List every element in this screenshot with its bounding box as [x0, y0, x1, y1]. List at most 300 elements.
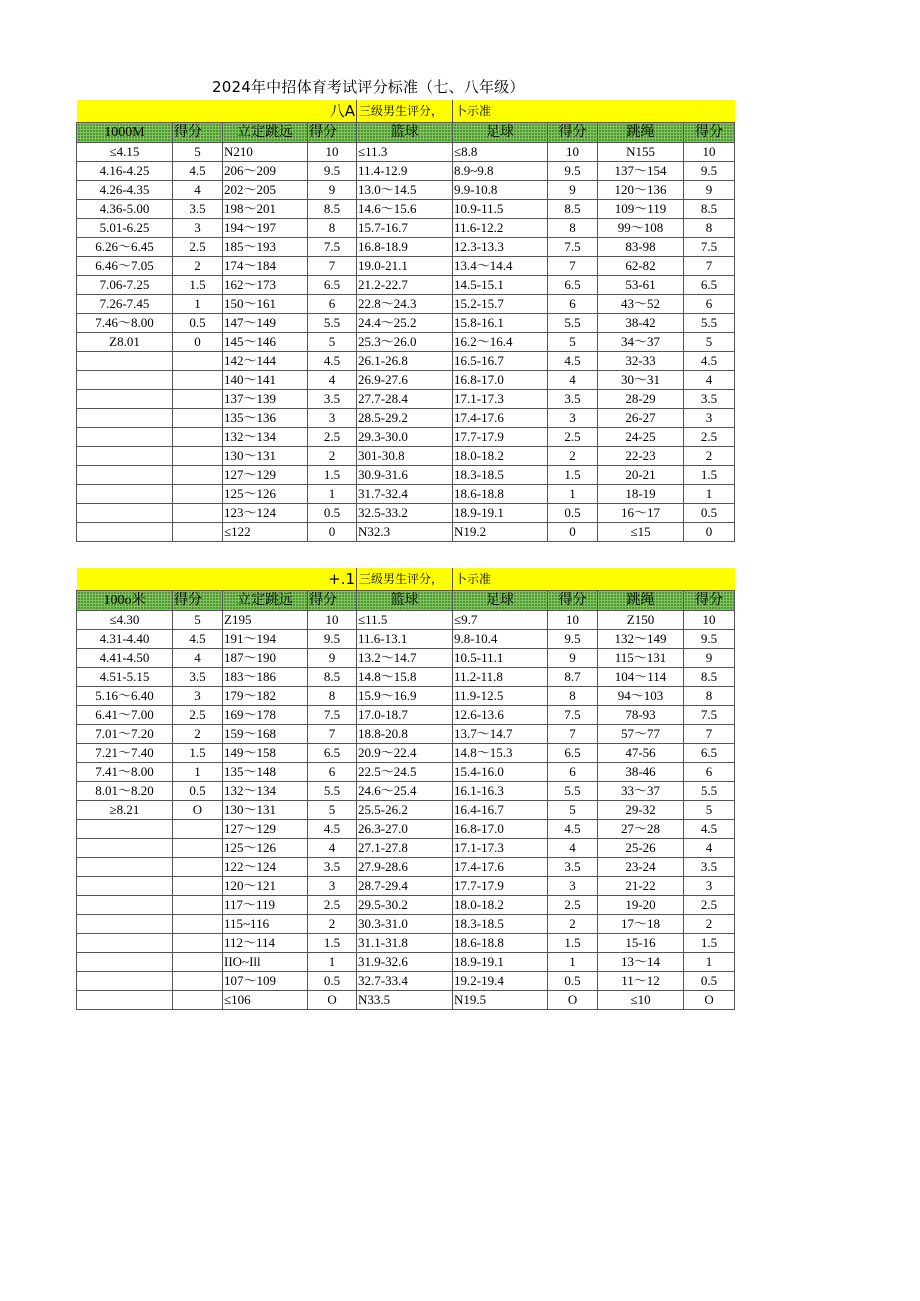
jump-distance-cell: 187～190: [223, 649, 308, 668]
rope-count-cell: 30～31: [598, 371, 684, 390]
rope-count-cell: 33～37: [598, 782, 684, 801]
basketball-time-cell: 27.9-28.6: [357, 858, 453, 877]
run-time-cell: [77, 953, 173, 972]
basketball-time-cell: 25.5-26.2: [357, 801, 453, 820]
ball-score-cell: 2: [548, 447, 598, 466]
table-row: [77, 668, 735, 687]
ball-score-cell: 9: [548, 181, 598, 200]
table-row: [77, 858, 735, 877]
rope-count-cell: 32-33: [598, 352, 684, 371]
ball-score-cell: 2.5: [548, 428, 598, 447]
jump-distance-cell: 117～119: [223, 896, 308, 915]
run-time-cell: [77, 504, 173, 523]
football-time-cell: 18.3-18.5: [453, 466, 548, 485]
jump-distance-cell: 142～144: [223, 352, 308, 371]
rope-count-cell: 120～136: [598, 181, 684, 200]
page-title: 2024年中招体育考试评分标准（七、八年级）: [212, 78, 525, 96]
rope-score-cell: 5: [684, 801, 735, 820]
run-score-cell: [173, 523, 223, 542]
rope-count-cell: 24-25: [598, 428, 684, 447]
basketball-time-cell: 15.9～16.9: [357, 687, 453, 706]
run-score-cell: [173, 428, 223, 447]
jump-distance-cell: 123～124: [223, 504, 308, 523]
jump-distance-cell: 120～121: [223, 877, 308, 896]
rope-count-cell: Z150: [598, 611, 684, 630]
rope-score-cell: 3: [684, 877, 735, 896]
ball-score-cell: 6.5: [548, 744, 598, 763]
table-row: [77, 447, 735, 466]
basketball-time-cell: 32.5-33.2: [357, 504, 453, 523]
jump-distance-cell: 174～184: [223, 257, 308, 276]
jump-score-cell: 2: [308, 447, 357, 466]
jump-distance-cell: 115~116: [223, 915, 308, 934]
rope-score-cell: 7.5: [684, 238, 735, 257]
basketball-time-cell: 30.3-31.0: [357, 915, 453, 934]
football-time-cell: 13.7～14.7: [453, 725, 548, 744]
run-time-cell: [77, 820, 173, 839]
ball-score-cell: 0: [548, 523, 598, 542]
jump-score-cell: 6: [308, 295, 357, 314]
jump-score-cell: 9.5: [308, 630, 357, 649]
rope-count-cell: 43～52: [598, 295, 684, 314]
header-row: [77, 123, 735, 143]
jump-distance-cell: 169～178: [223, 706, 308, 725]
jump-distance-cell: 132～134: [223, 782, 308, 801]
column-header: 得分: [548, 591, 598, 611]
rope-count-cell: 34～37: [598, 333, 684, 352]
jump-distance-cell: 135～148: [223, 763, 308, 782]
ball-score-cell: 6.5: [548, 276, 598, 295]
jump-distance-cell: 125～126: [223, 485, 308, 504]
jump-distance-cell: ≤122: [223, 523, 308, 542]
banner-middle: 三级男生评分，: [357, 100, 453, 123]
run-time-cell: [77, 352, 173, 371]
football-time-cell: 10.5-11.1: [453, 649, 548, 668]
basketball-time-cell: 26.1-26.8: [357, 352, 453, 371]
football-time-cell: 14.5-15.1: [453, 276, 548, 295]
ball-score-cell: 5: [548, 333, 598, 352]
column-header: 足球: [453, 591, 548, 611]
jump-distance-cell: 183～186: [223, 668, 308, 687]
jump-distance-cell: 198～201: [223, 200, 308, 219]
column-header: 1000M: [77, 123, 173, 143]
basketball-time-cell: 22.8～24.3: [357, 295, 453, 314]
run-score-cell: [173, 953, 223, 972]
jump-distance-cell: 150～161: [223, 295, 308, 314]
rope-score-cell: 10: [684, 611, 735, 630]
run-time-cell: [77, 428, 173, 447]
ball-score-cell: 3: [548, 877, 598, 896]
jump-score-cell: 8.5: [308, 200, 357, 219]
ball-score-cell: 1: [548, 953, 598, 972]
basketball-time-cell: 13.2～14.7: [357, 649, 453, 668]
table-row: [77, 972, 735, 991]
rope-count-cell: 29-32: [598, 801, 684, 820]
run-time-cell: [77, 409, 173, 428]
run-score-cell: 1: [173, 763, 223, 782]
jump-distance-cell: 140～141: [223, 371, 308, 390]
football-time-cell: 16.8-17.0: [453, 820, 548, 839]
basketball-time-cell: 14.8～15.8: [357, 668, 453, 687]
rope-score-cell: 9.5: [684, 162, 735, 181]
table-row: [77, 649, 735, 668]
table-row: [77, 504, 735, 523]
rope-score-cell: 6.5: [684, 276, 735, 295]
rope-count-cell: 28-29: [598, 390, 684, 409]
rope-score-cell: O: [684, 991, 735, 1010]
rope-count-cell: N155: [598, 143, 684, 162]
ball-score-cell: 0.5: [548, 504, 598, 523]
jump-score-cell: 9: [308, 649, 357, 668]
jump-distance-cell: 185～193: [223, 238, 308, 257]
run-time-cell: [77, 915, 173, 934]
ball-score-cell: O: [548, 991, 598, 1010]
football-time-cell: 17.4-17.6: [453, 409, 548, 428]
table-row: [77, 352, 735, 371]
rope-score-cell: 3.5: [684, 390, 735, 409]
ball-score-cell: 8: [548, 687, 598, 706]
jump-distance-cell: 135～136: [223, 409, 308, 428]
football-time-cell: 15.4-16.0: [453, 763, 548, 782]
football-time-cell: 17.1-17.3: [453, 839, 548, 858]
table-row: [77, 238, 735, 257]
table-row: [77, 485, 735, 504]
run-score-cell: 2.5: [173, 238, 223, 257]
run-time-cell: 7.26-7.45: [77, 295, 173, 314]
rope-score-cell: 6.5: [684, 744, 735, 763]
rope-score-cell: 1: [684, 485, 735, 504]
ball-score-cell: 1.5: [548, 934, 598, 953]
football-time-cell: 12.6-13.6: [453, 706, 548, 725]
jump-score-cell: 9: [308, 181, 357, 200]
football-time-cell: 18.9-19.1: [453, 953, 548, 972]
basketball-time-cell: 22.5～24.5: [357, 763, 453, 782]
rope-count-cell: ≤10: [598, 991, 684, 1010]
football-time-cell: 16.8-17.0: [453, 371, 548, 390]
run-score-cell: [173, 934, 223, 953]
jump-score-cell: 3: [308, 409, 357, 428]
football-time-cell: 16.4-16.7: [453, 801, 548, 820]
jump-distance-cell: 130～131: [223, 801, 308, 820]
run-time-cell: [77, 877, 173, 896]
jump-distance-cell: 162～173: [223, 276, 308, 295]
table-row: [77, 839, 735, 858]
table-row: [77, 877, 735, 896]
rope-score-cell: 2.5: [684, 428, 735, 447]
rope-count-cell: 21-22: [598, 877, 684, 896]
rope-score-cell: 7: [684, 725, 735, 744]
table-row: [77, 820, 735, 839]
jump-score-cell: 1.5: [308, 934, 357, 953]
rope-count-cell: 25-26: [598, 839, 684, 858]
jump-score-cell: 0.5: [308, 504, 357, 523]
basketball-time-cell: 21.2-22.7: [357, 276, 453, 295]
jump-score-cell: 6: [308, 763, 357, 782]
jump-score-cell: 3.5: [308, 390, 357, 409]
run-score-cell: [173, 991, 223, 1010]
run-time-cell: 4.51-5.15: [77, 668, 173, 687]
football-time-cell: 17.1-17.3: [453, 390, 548, 409]
run-time-cell: ≤4.15: [77, 143, 173, 162]
jump-score-cell: 0.5: [308, 972, 357, 991]
basketball-time-cell: 16.8-18.9: [357, 238, 453, 257]
ball-score-cell: 4: [548, 839, 598, 858]
jump-score-cell: 4: [308, 371, 357, 390]
jump-score-cell: 7.5: [308, 238, 357, 257]
run-time-cell: 7.21～7.40: [77, 744, 173, 763]
jump-distance-cell: 132～134: [223, 428, 308, 447]
score-table-2: [76, 568, 735, 1010]
column-header: 得分: [308, 123, 357, 143]
ball-score-cell: 8.7: [548, 668, 598, 687]
rope-count-cell: 53-61: [598, 276, 684, 295]
jump-score-cell: 6.5: [308, 276, 357, 295]
table-row: [77, 687, 735, 706]
football-time-cell: 17.4-17.6: [453, 858, 548, 877]
run-score-cell: 0: [173, 333, 223, 352]
jump-distance-cell: 137～139: [223, 390, 308, 409]
football-time-cell: 17.7-17.9: [453, 428, 548, 447]
run-time-cell: 7.46～8.00: [77, 314, 173, 333]
rope-count-cell: 38-46: [598, 763, 684, 782]
run-score-cell: [173, 858, 223, 877]
rope-count-cell: 115～131: [598, 649, 684, 668]
table-row: [77, 200, 735, 219]
jump-distance-cell: 122～124: [223, 858, 308, 877]
banner-right: 卜示准: [453, 100, 735, 123]
rope-score-cell: 1.5: [684, 466, 735, 485]
ball-score-cell: 3: [548, 409, 598, 428]
banner-left: +.1: [77, 568, 357, 591]
run-time-cell: [77, 447, 173, 466]
table-row: [77, 390, 735, 409]
ball-score-cell: 6: [548, 763, 598, 782]
rope-score-cell: 8.5: [684, 200, 735, 219]
ball-score-cell: 9.5: [548, 162, 598, 181]
run-score-cell: 3.5: [173, 668, 223, 687]
basketball-time-cell: 29.5-30.2: [357, 896, 453, 915]
football-time-cell: 9.9-10.8: [453, 181, 548, 200]
ball-score-cell: 6: [548, 295, 598, 314]
rope-score-cell: 6: [684, 763, 735, 782]
rope-count-cell: 62-82: [598, 257, 684, 276]
run-score-cell: [173, 371, 223, 390]
basketball-time-cell: 13.0～14.5: [357, 181, 453, 200]
football-time-cell: 11.6-12.2: [453, 219, 548, 238]
rope-score-cell: 9: [684, 649, 735, 668]
run-score-cell: 1.5: [173, 744, 223, 763]
jump-distance-cell: 127～129: [223, 466, 308, 485]
column-header: 得分: [308, 591, 357, 611]
run-score-cell: [173, 972, 223, 991]
run-time-cell: 7.01～7.20: [77, 725, 173, 744]
table-row: [77, 181, 735, 200]
table-row: [77, 409, 735, 428]
jump-score-cell: 5: [308, 801, 357, 820]
rope-score-cell: 8.5: [684, 668, 735, 687]
run-score-cell: [173, 839, 223, 858]
ball-score-cell: 7: [548, 725, 598, 744]
column-header: 立定跳远: [223, 123, 308, 143]
table-row: [77, 953, 735, 972]
jump-score-cell: O: [308, 991, 357, 1010]
basketball-time-cell: 11.4-12.9: [357, 162, 453, 181]
rope-score-cell: 4.5: [684, 352, 735, 371]
jump-distance-cell: 202～205: [223, 181, 308, 200]
jump-distance-cell: Z195: [223, 611, 308, 630]
run-score-cell: 0.5: [173, 314, 223, 333]
table-row: [77, 896, 735, 915]
jump-score-cell: 8.5: [308, 668, 357, 687]
jump-score-cell: 5.5: [308, 782, 357, 801]
jump-score-cell: 1: [308, 953, 357, 972]
table-row: [77, 371, 735, 390]
jump-score-cell: 4: [308, 839, 357, 858]
run-score-cell: [173, 915, 223, 934]
football-time-cell: 11.2-11.8: [453, 668, 548, 687]
run-time-cell: [77, 523, 173, 542]
jump-score-cell: 7: [308, 725, 357, 744]
run-score-cell: [173, 896, 223, 915]
jump-score-cell: 4.5: [308, 820, 357, 839]
run-time-cell: ≥8.21: [77, 801, 173, 820]
rope-count-cell: 137～154: [598, 162, 684, 181]
ball-score-cell: 3.5: [548, 390, 598, 409]
jump-score-cell: 8: [308, 687, 357, 706]
rope-score-cell: 5: [684, 333, 735, 352]
table-row: [77, 466, 735, 485]
column-header: 跳绳: [598, 123, 684, 143]
rope-count-cell: 11～12: [598, 972, 684, 991]
run-time-cell: 4.31-4.40: [77, 630, 173, 649]
rope-count-cell: 13～14: [598, 953, 684, 972]
rope-score-cell: 6: [684, 295, 735, 314]
rope-score-cell: 2: [684, 915, 735, 934]
ball-score-cell: 9.5: [548, 630, 598, 649]
rope-count-cell: 47-56: [598, 744, 684, 763]
jump-score-cell: 7: [308, 257, 357, 276]
football-time-cell: 16.5-16.7: [453, 352, 548, 371]
table-row: [77, 295, 735, 314]
run-score-cell: 4: [173, 181, 223, 200]
rope-score-cell: 4: [684, 371, 735, 390]
table-row: [77, 782, 735, 801]
run-score-cell: [173, 485, 223, 504]
ball-score-cell: 3.5: [548, 858, 598, 877]
run-score-cell: [173, 504, 223, 523]
ball-score-cell: 7.5: [548, 238, 598, 257]
run-score-cell: 3.5: [173, 200, 223, 219]
ball-score-cell: 2.5: [548, 896, 598, 915]
rope-score-cell: 8: [684, 219, 735, 238]
football-time-cell: 11.9-12.5: [453, 687, 548, 706]
column-header: 跳绳: [598, 591, 684, 611]
run-time-cell: [77, 858, 173, 877]
run-score-cell: [173, 390, 223, 409]
run-score-cell: [173, 466, 223, 485]
jump-score-cell: 4.5: [308, 352, 357, 371]
run-time-cell: [77, 972, 173, 991]
table-row: [77, 744, 735, 763]
jump-score-cell: 8: [308, 219, 357, 238]
ball-score-cell: 1.5: [548, 466, 598, 485]
rope-score-cell: 8: [684, 687, 735, 706]
run-score-cell: [173, 877, 223, 896]
run-time-cell: 5.16～6.40: [77, 687, 173, 706]
ball-score-cell: 8.5: [548, 200, 598, 219]
run-score-cell: [173, 409, 223, 428]
run-score-cell: 5: [173, 143, 223, 162]
jump-score-cell: 3.5: [308, 858, 357, 877]
rope-count-cell: 15-16: [598, 934, 684, 953]
rope-score-cell: 7: [684, 257, 735, 276]
ball-score-cell: 10: [548, 143, 598, 162]
ball-score-cell: 5.5: [548, 782, 598, 801]
banner-left: 八A: [77, 100, 357, 123]
ball-score-cell: 7.5: [548, 706, 598, 725]
rope-score-cell: 4.5: [684, 820, 735, 839]
basketball-time-cell: 30.9-31.6: [357, 466, 453, 485]
jump-distance-cell: IIO~Ill: [223, 953, 308, 972]
basketball-time-cell: 19.0-21.1: [357, 257, 453, 276]
basketball-time-cell: 27.1-27.8: [357, 839, 453, 858]
football-time-cell: 18.9-19.1: [453, 504, 548, 523]
rope-count-cell: 20-21: [598, 466, 684, 485]
jump-score-cell: 1.5: [308, 466, 357, 485]
jump-distance-cell: 130～131: [223, 447, 308, 466]
run-time-cell: [77, 934, 173, 953]
jump-distance-cell: N210: [223, 143, 308, 162]
run-score-cell: 4.5: [173, 630, 223, 649]
basketball-time-cell: 20.9～22.4: [357, 744, 453, 763]
rope-count-cell: 27～28: [598, 820, 684, 839]
run-time-cell: 6.46～7.05: [77, 257, 173, 276]
rope-score-cell: 1: [684, 953, 735, 972]
table-row: [77, 162, 735, 181]
rope-score-cell: 2.5: [684, 896, 735, 915]
run-score-cell: 1: [173, 295, 223, 314]
basketball-time-cell: 31.9-32.6: [357, 953, 453, 972]
run-time-cell: 6.41～7.00: [77, 706, 173, 725]
ball-score-cell: 0.5: [548, 972, 598, 991]
jump-distance-cell: 149～158: [223, 744, 308, 763]
ball-score-cell: 5.5: [548, 314, 598, 333]
score-table-1: [76, 100, 735, 542]
rope-score-cell: 10: [684, 143, 735, 162]
jump-score-cell: 6.5: [308, 744, 357, 763]
column-header: 得分: [684, 123, 735, 143]
basketball-time-cell: N32.3: [357, 523, 453, 542]
basketball-time-cell: 17.0-18.7: [357, 706, 453, 725]
basketball-time-cell: 14.6～15.6: [357, 200, 453, 219]
column-header: 得分: [684, 591, 735, 611]
rope-count-cell: 18-19: [598, 485, 684, 504]
run-time-cell: 6.26～6.45: [77, 238, 173, 257]
rope-score-cell: 0.5: [684, 504, 735, 523]
table-row: [77, 314, 735, 333]
run-time-cell: 5.01-6.25: [77, 219, 173, 238]
basketball-time-cell: 11.6-13.1: [357, 630, 453, 649]
run-time-cell: [77, 839, 173, 858]
ball-score-cell: 2: [548, 915, 598, 934]
jump-score-cell: 10: [308, 143, 357, 162]
football-time-cell: ≤9.7: [453, 611, 548, 630]
run-time-cell: [77, 390, 173, 409]
run-score-cell: 4.5: [173, 162, 223, 181]
basketball-time-cell: N33.5: [357, 991, 453, 1010]
jump-score-cell: 2.5: [308, 428, 357, 447]
football-time-cell: 18.0-18.2: [453, 447, 548, 466]
